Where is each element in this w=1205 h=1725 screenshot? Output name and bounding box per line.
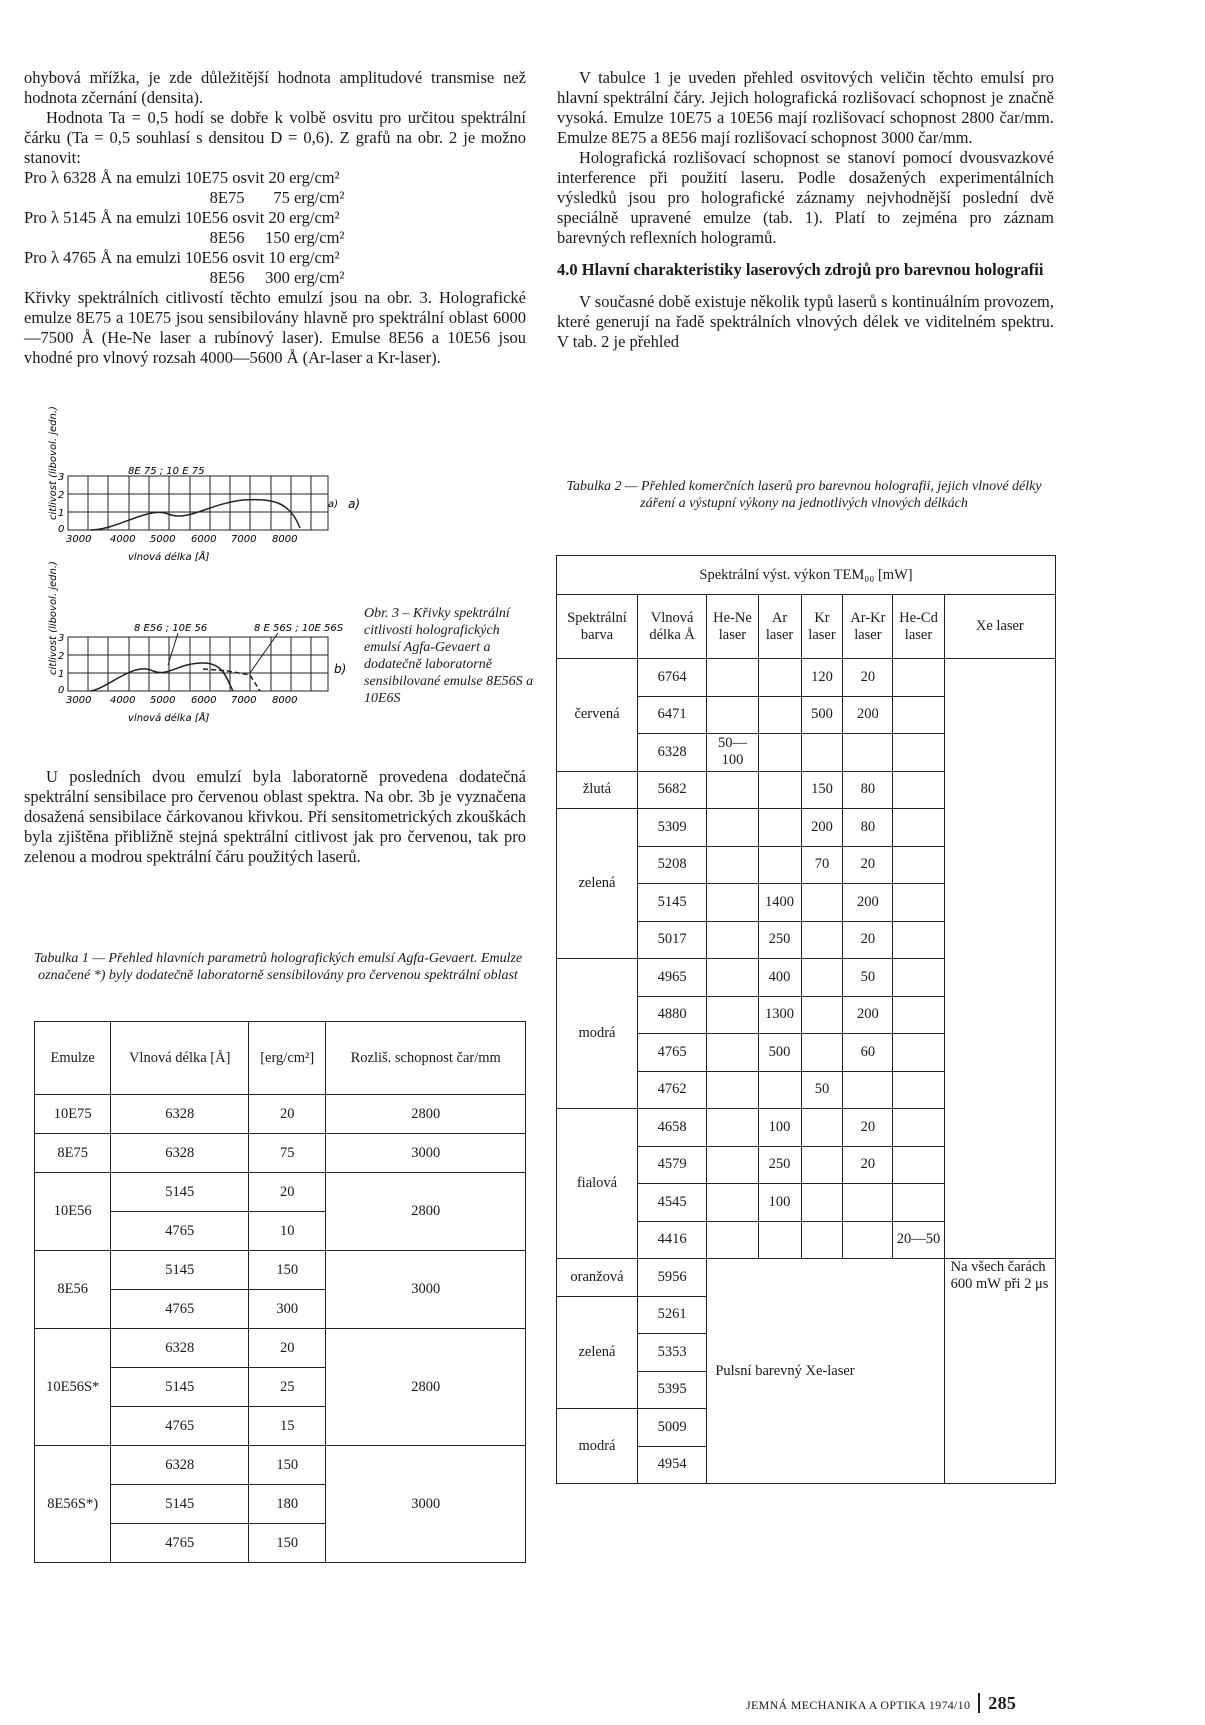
x-tick: 5000 [150,534,176,545]
power-cell: 200 [801,809,843,847]
power-cell: 80 [843,771,893,809]
wavelength-cell: 4416 [637,1221,706,1259]
power-cell [893,1184,944,1222]
color-cell: fialová [557,1109,638,1259]
emulsion-name: 8E56S*) [35,1446,111,1563]
wavelength-cell: 5009 [637,1409,706,1447]
column-header: Kr laser [801,595,843,659]
power-cell [801,1109,843,1147]
exposure-line: Pro λ 5145 Å na emulzi 10E56 osvit 20 erg/cm² [24,208,340,227]
exposure-cell: 150 [249,1446,326,1485]
resolution-cell: 3000 [326,1446,526,1563]
wavelength-cell: 5145 [111,1173,249,1212]
exposure-cell: 150 [249,1524,326,1563]
emulsion-name: 10E75 [35,1095,111,1134]
panel-tag: b) [334,662,347,676]
wavelength-cell: 6328 [111,1329,249,1368]
x-tick: 6000 [191,695,217,706]
table-row [35,1095,526,1134]
exposure-line: Pro λ 4765 Å na emulzi 10E56 osvit 10 erg/cm² [24,248,340,267]
exposure-cell: 20 [249,1173,326,1212]
exposure-line: 8E56 150 erg/cm² [24,228,345,247]
power-cell [801,996,843,1034]
color-cell: červená [557,659,638,772]
color-cell: zelená [557,809,638,959]
y-tick: 2 [58,651,65,662]
power-cell [758,734,801,772]
chart-title: 8E 75 ; 10 E 75 [128,466,205,477]
power-cell: 250 [758,921,801,959]
paragraph: Křivky spektrálních citlivostí těchto emulzí jsou na obr. 3. Holografické emulze 8E75 a 10E75 jsou sensibilovány hlavně pro spektrální oblast 6000—7500 Å (He-Ne laser a rubínový laser). Emulse 8E56 a 10E56 jsou vhodné pro vlnový rozsah 4000—5600 Å (Ar-laser a Kr-laser). [24,288,526,367]
paragraph: V tabulce 1 je uveden přehled osvitových veličin těchto emulsí pro hlavní spektrální čáry. Jejich holografická rozlišovací schopnost je značně vysoká. Emulze 10E75 a 10E56 mají rozlišovací schopnost 2800 čar/mm. Emulze 8E75 a 8E56 mají rozlišovací schopnost 3000 čar/mm. [557,68,1054,147]
power-cell [758,771,801,809]
wavelength-cell: 5017 [637,921,706,959]
sensitivity-curve [90,663,233,691]
power-cell [707,884,758,922]
span-header: Spektrální výst. výkon TEM₀₀ [mW] [557,556,1056,595]
wavelength-cell: 5261 [637,1296,706,1334]
power-cell [801,734,843,772]
power-cell [758,809,801,847]
column-header: Vlnová délka Å [637,595,706,659]
paragraph: Hodnota Ta = 0,5 hodí se dobře k volbě osvitu pro určitou spektrální čárku (Ta = 0,5 souhlasí s densitou D = 0,6). Z grafů na obr. 2 je možno stanovit: [24,108,526,167]
wavelength-cell: 5145 [111,1368,249,1407]
power-cell: 400 [758,959,801,997]
power-cell: 100 [758,1184,801,1222]
y-tick: 1 [58,508,65,519]
xe-cell [944,659,1055,1259]
power-cell: 100 [758,1109,801,1147]
wavelength-cell: 6328 [111,1095,249,1134]
table-row [35,1329,526,1368]
power-cell [893,1146,944,1184]
power-cell [801,959,843,997]
emulsion-name: 10E56 [35,1173,111,1251]
wavelength-cell: 6471 [637,696,706,734]
color-cell: oranžová [557,1259,638,1297]
spectral-sensitivity-chart-a [28,406,361,574]
exposure-cell: 10 [249,1212,326,1251]
paragraph: Holografická rozlišovací schopnost se stanoví pomocí dvousvazkové interference při použití laseru. Podle dosažených experimentálních výsledků jsou pro holografické záznamy nejvhodnější poslední dvě speciálně upravené emulze (tab. 1). Platí to zejména pro záznam barevných reflexních hologramů. [557,148,1054,247]
chart-title: 8 E 56S ; 10E 56S [254,623,344,634]
power-cell [707,921,758,959]
exposure-cell: 25 [249,1368,326,1407]
power-cell: 20 [843,921,893,959]
x-tick: 3000 [66,534,92,545]
power-cell: 120 [801,659,843,697]
power-cell [801,1184,843,1222]
x-tick: 8000 [272,534,298,545]
column-header: Spektrální barva [557,595,638,659]
power-cell [893,884,944,922]
wavelength-cell: 5353 [637,1334,706,1372]
power-cell [893,921,944,959]
power-cell [707,1221,758,1259]
column-header: He-Ne laser [707,595,758,659]
power-cell [758,1071,801,1109]
power-cell: 20 [843,846,893,884]
exposure-cell: 20 [249,1095,326,1134]
column-header: [erg/cm²] [249,1022,326,1095]
power-cell: 70 [801,846,843,884]
power-cell [758,659,801,697]
power-cell: 20 [843,1109,893,1147]
wavelength-cell: 4545 [637,1184,706,1222]
power-cell [893,1071,944,1109]
svg-text:a): a) [328,499,339,510]
color-cell: modrá [557,959,638,1109]
column-header: Rozliš. schopnost čar/mm [326,1022,526,1095]
resolution-cell: 2800 [326,1329,526,1446]
power-cell: 500 [758,1034,801,1072]
x-tick: 7000 [231,534,257,545]
y-axis-label: citlivost (libovol. jedn.) [48,561,59,675]
power-cell [893,734,944,772]
spectral-sensitivity-chart-b [28,561,358,735]
wavelength-cell: 4762 [637,1071,706,1109]
resolution-cell: 2800 [326,1173,526,1251]
power-cell: 50—100 [707,734,758,772]
power-cell [758,696,801,734]
table-row [35,1251,526,1290]
column-header: Emulze [35,1022,111,1095]
exposure-cell: 20 [249,1329,326,1368]
power-cell: 80 [843,809,893,847]
wavelength-cell: 5208 [637,846,706,884]
wavelength-cell: 4954 [637,1446,706,1484]
power-cell [707,959,758,997]
power-cell [707,1071,758,1109]
wavelength-cell: 4765 [111,1212,249,1251]
wavelength-cell: 6328 [111,1446,249,1485]
table1 [34,1021,526,1563]
wavelength-cell: 5395 [637,1371,706,1409]
color-cell: modrá [557,1409,638,1484]
power-cell [893,846,944,884]
wavelength-cell: 5145 [111,1485,249,1524]
journal-name: JEMNÁ MECHANIKA A OPTIKA 1974/10 [746,1698,971,1712]
power-cell: 200 [843,996,893,1034]
x-tick: 4000 [110,534,136,545]
right-column [557,68,1054,352]
power-cell [801,884,843,922]
resolution-cell: 2800 [326,1095,526,1134]
power-cell [707,996,758,1034]
paragraph: ohybová mřížka, je zde důležitější hodnota amplitudové transmise než hodnota zčernání (densita). [24,68,526,107]
xe-laser-note: Pulsní barevný Xe-laser [707,1259,944,1484]
wavelength-cell: 6328 [111,1134,249,1173]
power-cell [893,1034,944,1072]
table-row [35,1134,526,1173]
column-header: Ar-Kr laser [843,595,893,659]
column-header: Vlnová délka [Å] [111,1022,249,1095]
x-tick: 5000 [150,695,176,706]
x-axis-label: vlnová délka [Å] [128,713,210,724]
power-cell [707,771,758,809]
power-cell [707,1109,758,1147]
power-cell [893,809,944,847]
xe-power-note: Na všech čarách 600 mW při 2 μs [944,1259,1055,1484]
power-cell [707,1184,758,1222]
power-cell [893,771,944,809]
x-tick: 7000 [231,695,257,706]
page-footer [746,1693,1016,1714]
power-cell [707,809,758,847]
wavelength-cell: 5682 [637,771,706,809]
exposure-line: Pro λ 6328 Å na emulzi 10E75 osvit 20 erg/cm² [24,168,340,187]
power-cell [707,696,758,734]
power-cell: 20 [843,1146,893,1184]
power-cell [758,1221,801,1259]
wavelength-cell: 4765 [111,1524,249,1563]
wavelength-cell: 4880 [637,996,706,1034]
power-cell [843,1071,893,1109]
table-row [557,659,1056,697]
table-row [557,1259,1056,1297]
wavelength-cell: 4765 [111,1407,249,1446]
paragraph: U posledních dvou emulzí byla laboratorně provedena dodatečná spektrální sensibilace pro červenou oblast spektra. Na obr. 3b je vyznačena dosažená sensibilace čárkovanou křivkou. Při sensitometrických zkouškách byla zjištěna přibližně stejná spektrální citlivost jak pro červenou, tak pro zelenou a modrou spektrální čáru použitých laserů. [24,767,526,866]
power-cell [801,1221,843,1259]
wavelength-cell: 4965 [637,959,706,997]
exposure-list [24,168,526,288]
exposure-line: 8E56 300 erg/cm² [24,268,345,287]
column-header: He-Cd laser [893,595,944,659]
left-column-bottom [24,767,526,867]
resolution-cell: 3000 [326,1134,526,1173]
y-tick: 0 [58,685,65,696]
power-cell [801,1034,843,1072]
y-tick: 3 [58,633,65,644]
power-cell: 20 [843,659,893,697]
wavelength-cell: 5956 [637,1259,706,1297]
power-cell: 200 [843,884,893,922]
power-cell: 250 [758,1146,801,1184]
power-cell [843,1184,893,1222]
power-cell [707,1034,758,1072]
table-row [35,1173,526,1212]
left-column [24,68,526,368]
y-tick: 1 [58,669,65,680]
power-cell [893,959,944,997]
power-cell: 20—50 [893,1221,944,1259]
wavelength-cell: 4765 [111,1290,249,1329]
panel-tag-a [326,494,346,512]
power-cell [893,696,944,734]
power-cell: 200 [843,696,893,734]
x-tick: 8000 [272,695,298,706]
wavelength-cell: 5309 [637,809,706,847]
power-cell [707,659,758,697]
sensitivity-curve [90,500,300,530]
page-number: 285 [978,1693,1016,1713]
power-cell [843,1221,893,1259]
exposure-cell: 15 [249,1407,326,1446]
emulsion-name: 8E75 [35,1134,111,1173]
wavelength-cell: 5145 [111,1251,249,1290]
power-cell: 60 [843,1034,893,1072]
exposure-line: 8E75 75 erg/cm² [24,188,345,207]
column-header: Ar laser [758,595,801,659]
table1-caption: Tabulka 1 — Přehled hlavních parametrů holografických emulsí Agfa-Gevaert. Emulze označené *) byly dodatečně laboratorně sensibilovány pro červenou spektrální oblast [33,951,523,983]
color-cell: zelená [557,1296,638,1409]
resolution-cell: 3000 [326,1251,526,1329]
wavelength-cell: 4765 [637,1034,706,1072]
y-axis-label: citlivost (libovol. jedn.) [48,406,59,520]
wavelength-cell: 5145 [637,884,706,922]
power-cell [707,846,758,884]
y-tick: 3 [58,472,65,483]
power-cell: 50 [801,1071,843,1109]
x-tick: 4000 [110,695,136,706]
section-heading: 4.0 Hlavní charakteristiky laserových zdrojů pro barevnou holografii [557,260,1044,279]
column-header: Xe laser [944,595,1055,659]
power-cell: 50 [843,959,893,997]
power-cell [843,734,893,772]
exposure-cell: 300 [249,1290,326,1329]
power-cell [758,846,801,884]
power-cell [893,996,944,1034]
paragraph: V současné době existuje několik typů laserů s kontinuálním provozem, které generují na řadě spektrálních vlnových délek ve viditelném spektru. V tab. 2 je přehled [557,292,1054,351]
x-tick: 6000 [191,534,217,545]
power-cell: 150 [801,771,843,809]
y-tick: 0 [58,524,65,535]
emulsion-name: 8E56 [35,1251,111,1329]
power-cell: 500 [801,696,843,734]
power-cell [707,1146,758,1184]
power-cell [893,1109,944,1147]
table2 [556,555,1056,1484]
panel-tag: a) [348,497,361,511]
power-cell: 1400 [758,884,801,922]
table-row [35,1446,526,1485]
power-cell [801,921,843,959]
x-axis-label: vlnová délka [Å] [128,552,210,563]
emulsion-name: 10E56S* [35,1329,111,1446]
wavelength-cell: 6328 [637,734,706,772]
exposure-cell: 180 [249,1485,326,1524]
table2-caption: Tabulka 2 — Přehled komerčních laserů pro barevnou holografii, jejich vlnové délky záření a výstupní výkony na jednotlivých vlnových délkách [566,479,1042,511]
power-cell: 1300 [758,996,801,1034]
exposure-cell: 150 [249,1251,326,1290]
wavelength-cell: 6764 [637,659,706,697]
wavelength-cell: 4579 [637,1146,706,1184]
chart-title: 8 E56 ; 10E 56 [134,623,208,634]
x-tick: 3000 [66,695,92,706]
power-cell [801,1146,843,1184]
exposure-cell: 75 [249,1134,326,1173]
power-cell [893,659,944,697]
y-tick: 2 [58,490,65,501]
color-cell: žlutá [557,771,638,809]
wavelength-cell: 4658 [637,1109,706,1147]
figure-caption: Obr. 3 – Křivky spektrální citlivosti holografických emulsí Agfa-Gevaert a dodatečně laboratorně sensibilované emulse 8E56S a 10E6S [364,606,534,706]
